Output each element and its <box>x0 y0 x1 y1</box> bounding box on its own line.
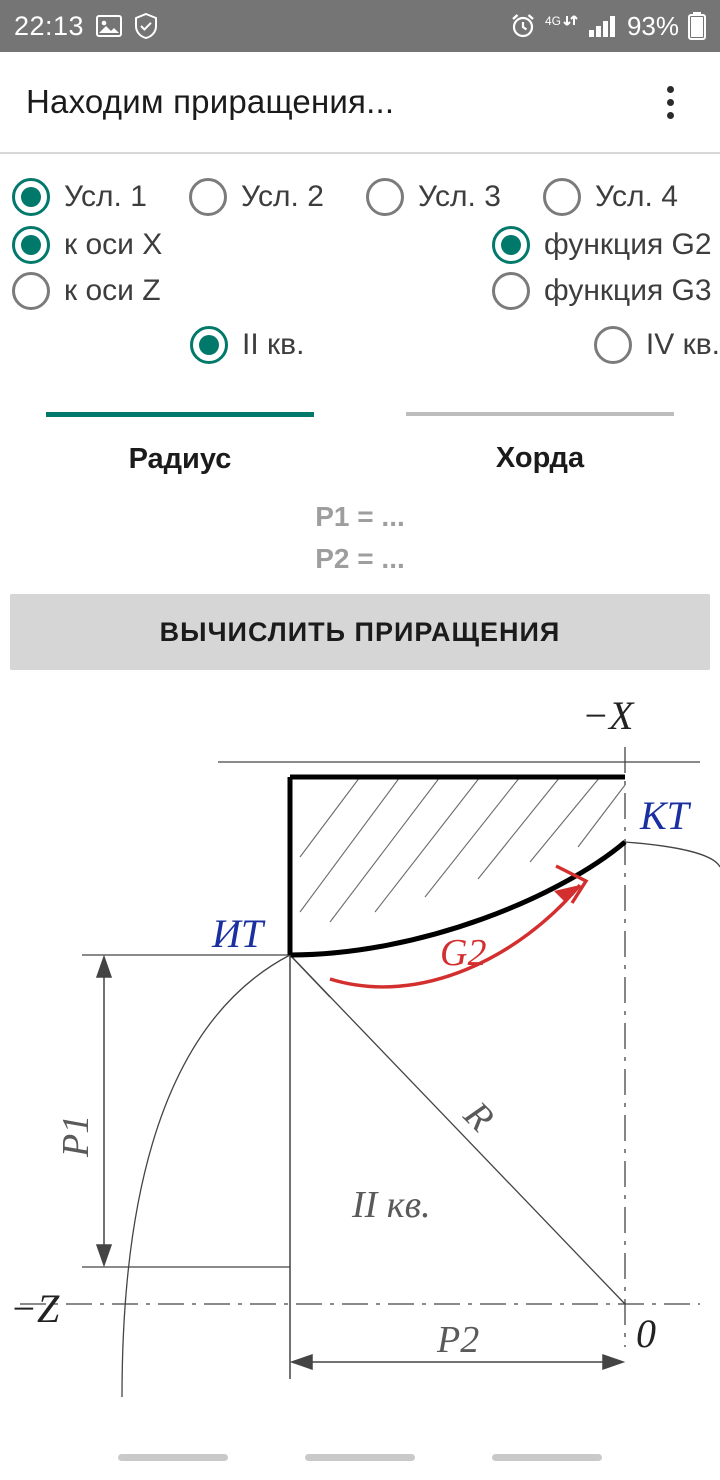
status-bar-right <box>510 11 706 42</box>
4g-data-icon <box>545 13 579 39</box>
radio-label: II кв. <box>242 328 305 361</box>
status-bar-left <box>14 11 158 42</box>
calculate-button[interactable]: ВЫЧИСЛИТЬ ПРИРАЩЕНИЯ <box>10 594 710 670</box>
radio-axis-z[interactable] <box>12 272 492 310</box>
label-minus-x: −X <box>582 693 634 738</box>
nav-recents-button[interactable] <box>118 1454 228 1461</box>
radio-label: Усл. 3 <box>418 180 501 213</box>
battery-icon <box>688 12 706 40</box>
radio-label: к оси Z <box>64 274 161 307</box>
function-radio-group <box>492 226 720 264</box>
tab-label: Хорда <box>495 442 585 474</box>
svg-text:4G: 4G <box>544 14 561 28</box>
nav-back-button[interactable] <box>492 1454 602 1461</box>
radio-dot[interactable] <box>189 178 227 216</box>
radio-dot[interactable] <box>366 178 404 216</box>
function-radio-group-2 <box>492 272 720 310</box>
calc-button-wrapper <box>0 594 720 670</box>
construction-arc-2 <box>625 842 720 867</box>
tab-indicator <box>46 412 314 417</box>
tab-indicator <box>406 412 674 416</box>
radio-axis-x[interactable] <box>12 226 492 264</box>
construction-arc <box>122 955 290 1397</box>
radio-condition-1[interactable] <box>12 178 189 216</box>
radio-label: функция G3 <box>544 274 712 307</box>
param-p2: P2 = ... <box>315 543 405 574</box>
options-panel <box>0 154 720 370</box>
alarm-icon <box>510 13 536 39</box>
param-p1: P1 = ... <box>315 501 405 532</box>
radio-condition-4[interactable] <box>543 178 720 216</box>
p2-dimension <box>290 955 623 1379</box>
label-kt: КТ <box>640 793 689 838</box>
p1-dimension <box>97 957 111 1265</box>
condition-radio-group <box>0 164 720 222</box>
system-nav-bar <box>0 1434 720 1480</box>
tab-radius[interactable] <box>0 412 360 490</box>
label-it: ИТ <box>212 911 264 956</box>
axis-radio-group <box>12 226 492 264</box>
page-title: Находим приращения... <box>26 83 395 120</box>
radio-dot[interactable] <box>594 326 632 364</box>
tab-label: Радиус <box>128 443 232 475</box>
axis-radio-group-2 <box>12 272 492 310</box>
radio-label: Усл. 2 <box>241 180 324 213</box>
status-clock: 22:13 <box>14 10 85 41</box>
tab-chord[interactable] <box>360 412 720 490</box>
label-r: R <box>455 1093 502 1140</box>
radio-quadrant-4[interactable] <box>594 326 720 364</box>
radio-function-g2[interactable] <box>492 226 720 264</box>
radio-dot[interactable] <box>492 226 530 264</box>
status-bar <box>0 0 720 52</box>
nav-home-button[interactable] <box>305 1454 415 1461</box>
overflow-menu-icon[interactable] <box>646 74 694 130</box>
radio-function-g3[interactable] <box>492 272 720 310</box>
signal-icon <box>588 13 618 39</box>
axis-function-row-2 <box>0 268 720 314</box>
radio-label: Усл. 4 <box>595 180 678 213</box>
technical-drawing <box>0 670 720 1434</box>
shield-icon <box>134 13 158 39</box>
radio-dot[interactable] <box>492 272 530 310</box>
image-icon <box>96 14 122 38</box>
app-bar <box>0 52 720 152</box>
label-minus-z: −Z <box>10 1286 60 1331</box>
drawing-svg <box>0 670 720 1434</box>
quadrant-radio-group <box>0 314 720 370</box>
radio-label: к оси X <box>64 228 163 261</box>
radio-condition-2[interactable] <box>189 178 366 216</box>
radio-dot[interactable] <box>190 326 228 364</box>
radio-dot[interactable] <box>12 178 50 216</box>
label-p1: P1 <box>55 1114 97 1157</box>
radio-label: Усл. 1 <box>64 180 147 213</box>
label-g2: G2 <box>440 932 487 974</box>
radio-label: IV кв. <box>645 328 720 361</box>
radio-quadrant-2[interactable] <box>190 326 304 364</box>
radio-dot[interactable] <box>543 178 581 216</box>
label-origin: 0 <box>636 1311 656 1356</box>
label-p2: P2 <box>437 1319 480 1361</box>
radio-label: функция G2 <box>544 228 712 261</box>
tab-bar <box>0 412 720 490</box>
radio-condition-3[interactable] <box>366 178 543 216</box>
battery-level: 93% <box>626 10 679 41</box>
params-readout <box>0 490 720 594</box>
label-quadrant: II кв. <box>352 1184 431 1226</box>
radio-dot[interactable] <box>12 272 50 310</box>
radio-dot[interactable] <box>12 226 50 264</box>
axis-function-row-1 <box>0 222 720 268</box>
